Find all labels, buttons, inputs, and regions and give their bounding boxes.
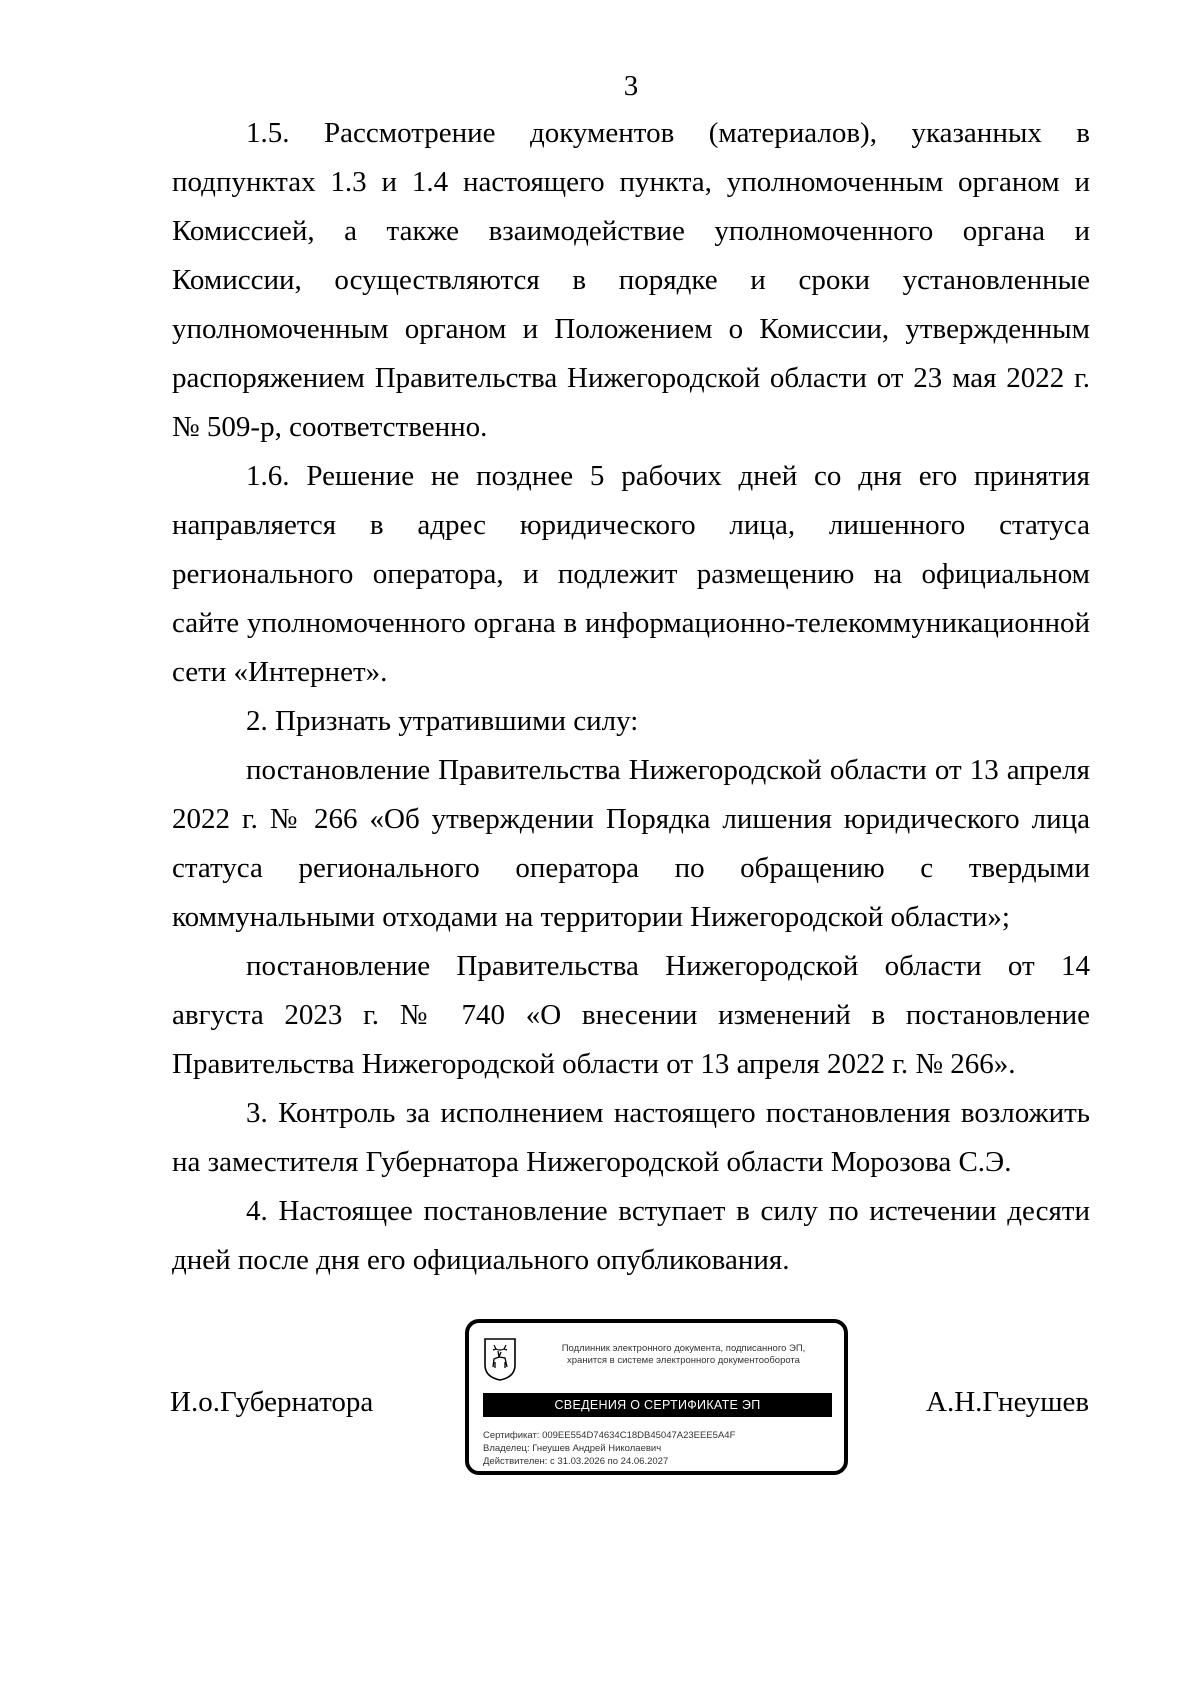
ep-certificate-details bbox=[483, 1429, 836, 1468]
electronic-signature-stamp bbox=[465, 1319, 848, 1475]
ep-certificate-title: СВЕДЕНИЯ О СЕРТИФИКАТЕ ЭП bbox=[483, 1393, 832, 1417]
paragraph-1-6: 1.6. Решение не позднее 5 рабочих дней со дня его принятия направляется в адрес юридического лица, лишенного статуса регионального оператора, и подлежит размещению на официальном сайте уполномоченного органа в информационно-телекоммуникационной сети «Интернет». bbox=[172, 460, 1090, 688]
signer-name: А.Н.Гнеушев bbox=[926, 1386, 1090, 1418]
paragraph-4: 4. Настоящее постановление вступает в силу по истечении десяти дней после дня его официального опубликования. bbox=[172, 1195, 1090, 1276]
ep-certificate-number: Сертификат: 009EE554D74634C18DB45047A23EEE5A4F bbox=[483, 1430, 736, 1441]
page-number: 3 bbox=[623, 70, 639, 102]
paragraph-2: 2. Признать утратившими силу: bbox=[246, 705, 639, 737]
paragraph-2-item-2: постановление Правительства Нижегородской области от 14 августа 2023 г. № 740 «О внесении изменений в постановление Правительства Нижегородской области от 13 апреля 2022 г. № 266». bbox=[172, 950, 1090, 1080]
paragraph-2-item-1: постановление Правительства Нижегородской области от 13 апреля 2022 г. № 266 «Об утверждении Порядка лишения юридического лица статуса регионального оператора по обращению с твердыми коммунальными отходами на территории Нижегородской области»; bbox=[172, 754, 1090, 933]
paragraph-3: 3. Контроль за исполнением настоящего постановления возложить на заместителя Губернатора Нижегородской области Морозова С.Э. bbox=[172, 1097, 1090, 1178]
ep-note-line-1: Подлинник электронного документа, подписанного ЭП, bbox=[561, 1343, 806, 1354]
deer-emblem-icon bbox=[483, 1337, 517, 1381]
signer-position: И.о.Губернатора bbox=[170, 1386, 374, 1418]
ep-certificate-validity: Действителен: с 31.03.2026 по 24.06.2027 bbox=[483, 1456, 669, 1467]
paragraph-1-5: 1.5. Рассмотрение документов (материалов), указанных в подпунктах 1.3 и 1.4 настоящего пункта, уполномоченным органом и Комиссией, а также взаимодействие уполномоченного органа и Комиссии, осуществляются в порядке и сроки установленные уполномоченным органом и Положением о Комиссии, утвержденным распоряжением Правительства Нижегородской области от 23 мая 2022 г. № 509-р, соответственно. bbox=[172, 117, 1090, 443]
document-body bbox=[172, 109, 1090, 1285]
ep-storage-note bbox=[533, 1343, 834, 1367]
ep-note-line-2: хранится в системе электронного документооборота bbox=[567, 1355, 800, 1366]
ep-certificate-owner: Владелец: Гнеушев Андрей Николаевич bbox=[483, 1443, 662, 1454]
